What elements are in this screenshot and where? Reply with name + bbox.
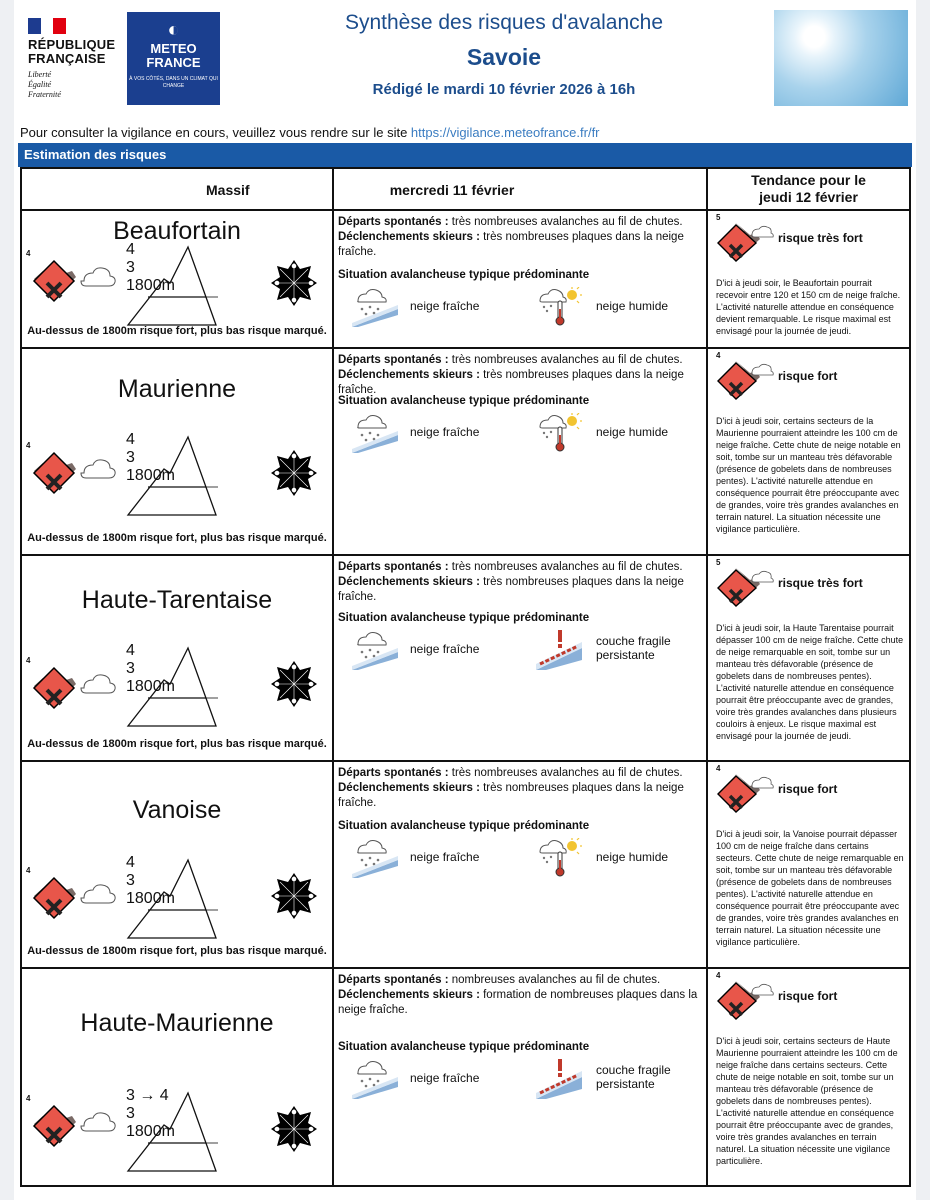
- sky-image: [774, 10, 908, 106]
- lower-risk-level: 3: [126, 660, 135, 677]
- trend-cell: [716, 556, 906, 760]
- column-header-trend: [708, 169, 909, 211]
- meteo-france-emblem-icon: ◐: [167, 19, 180, 41]
- vigilance-link[interactable]: https://vigilance.meteofrance.fr/fr: [410, 125, 600, 140]
- bulletin-page: [14, 0, 916, 1200]
- trend-risk-icon: [716, 355, 776, 401]
- problem-1-label: neige fraîche: [410, 299, 480, 313]
- risk-level-icon: [32, 658, 116, 724]
- spont-label: Départs spontanés :: [338, 216, 449, 228]
- elevation-label: 1800m: [126, 890, 175, 907]
- spont-text: très nombreuses avalanches au fil de chutes.: [451, 354, 683, 366]
- trend-level-number: 4: [716, 764, 721, 773]
- problem-1-label: neige fraîche: [410, 1071, 480, 1085]
- section-title: Estimation des risques: [18, 143, 912, 167]
- fresh-snow-icon: [352, 413, 398, 453]
- header: [14, 0, 916, 122]
- upper-risk-level: 4: [126, 854, 135, 871]
- rf-line-1: RÉPUBLIQUE: [28, 37, 116, 52]
- trend-risk-icon: [716, 975, 776, 1021]
- upper-risk-level: 4: [126, 431, 135, 448]
- massif-row: [22, 556, 909, 760]
- skier-text: très nombreuses plaques dans la neige fraîche.: [338, 576, 684, 603]
- trend-text: D'ici à jeudi soir, le Beaufortain pourrait recevoir entre 120 et 150 cm de neige fraîche. L'activité naturelle attendue en conséquence devient remarquable. Le risque maximal est envisagé pour la journée de jeudi.: [716, 278, 901, 336]
- compass-rose-icon: [270, 660, 318, 708]
- problem-1-label: neige fraîche: [410, 425, 480, 439]
- compass-rose-icon: [270, 1105, 318, 1153]
- lower-risk-level: 3: [126, 259, 135, 276]
- lower-risk-level: 3: [126, 1105, 135, 1122]
- trend-cell: [716, 349, 906, 554]
- situation-label: Situation avalancheuse typique prédominante: [338, 612, 590, 624]
- trend-risk-icon: [716, 768, 776, 814]
- day-risk-text: [338, 353, 713, 398]
- compass-rose-icon: [270, 259, 318, 307]
- column-header-day: mercredi 11 février: [389, 182, 515, 198]
- altitude-summary: Au-dessus de 1800m risque fort, plus bas risque marqué.: [27, 945, 327, 957]
- problem-2-label: neige humide: [596, 425, 669, 439]
- fresh-snow-icon: [352, 1059, 398, 1099]
- massif-name: Haute-Maurienne: [80, 1009, 274, 1037]
- problem-2-label: couche fragile persistante: [596, 1063, 671, 1091]
- trend-cell: [716, 969, 906, 1187]
- mountain-labels: [126, 642, 256, 728]
- trend-text: D'ici à jeudi soir, certains secteurs de Haute Maurienne pourraient atteindre les 100 cm de neige fraîche dans certains secteurs. Cette chute de neige notable en soit, tombe sur un manteau très défavorable (présence de gobelets dans de nombreuses pentes). L'activité naturelle attendue en conséquence pourrait être préoccupante avec de grandes, voire très grandes avalanches en terrain naturel. La situation nécessite une vigilance particulière.: [716, 1036, 898, 1166]
- trend-header-line-2: jeudi 12 février: [759, 189, 858, 205]
- elevation-label: 1800m: [126, 1123, 175, 1140]
- lower-risk-level: 3: [126, 872, 135, 889]
- persistent-weak-layer-icon: [536, 1059, 582, 1099]
- page-title: Synthèse des risques d'avalanche: [344, 11, 664, 34]
- fresh-snow-icon: [352, 838, 398, 878]
- fresh-snow-icon: [352, 630, 398, 670]
- altitude-summary: Au-dessus de 1800m risque fort, plus bas risque marqué.: [27, 325, 327, 337]
- risk-level-number: 4: [26, 656, 31, 665]
- massif-name: Maurienne: [117, 375, 237, 403]
- mf-tagline: À VOS CÔTÉS, DANS UN CLIMAT QUI CHANGE: [129, 76, 218, 89]
- trend-text: D'ici à jeudi soir, certains secteurs de la Maurienne pourraient atteindre les 100 cm de neige fraîche. Cette chute de neige notable en soit, tombe sur un manteau très défavorable (présence de gobelets dans de nombreuses pentes). L'activité naturelle attendue en conséquence pourrait être préoccupante avec de grandes, voire très grandes avalanches en terrain naturel. La situation nécessite une vigilance particulière.: [716, 416, 901, 534]
- trend-header-line-1: Tendance pour le: [751, 172, 866, 188]
- situation-label: Situation avalancheuse typique prédominante: [338, 395, 590, 407]
- mountain-labels: [126, 241, 256, 327]
- compass-rose-icon: [270, 449, 318, 497]
- massif-row: [22, 349, 909, 554]
- upper-risk-level: 4: [126, 642, 135, 659]
- rf-motto-3: Fraternité: [28, 90, 61, 99]
- persistent-weak-layer-icon: [536, 630, 582, 670]
- skier-text: formation de nombreuses plaques dans la neige fraîche.: [338, 989, 698, 1016]
- massif-row: [22, 969, 909, 1187]
- trend-level-number: 5: [716, 558, 721, 567]
- day-risk-text: [338, 560, 713, 605]
- day-risk-text: [338, 215, 713, 260]
- region-title: Savoie: [466, 44, 542, 70]
- spont-text: très nombreuses avalanches au fil de chutes.: [451, 216, 683, 228]
- situation-label: Situation avalancheuse typique prédominante: [338, 820, 590, 832]
- risk-level-icon: [32, 1096, 116, 1162]
- skier-label: Déclenchements skieurs :: [338, 576, 480, 588]
- upper-risk-level: 4: [126, 241, 135, 258]
- altitude-summary: Au-dessus de 1800m risque fort, plus bas risque marqué.: [27, 738, 327, 750]
- mf-name-1: METEO: [150, 41, 197, 56]
- title-block: [244, 8, 764, 104]
- trend-risk-icon: [716, 562, 776, 608]
- risk-level-number: 4: [26, 866, 31, 875]
- risk-table: [20, 167, 911, 1187]
- altitude-summary: Au-dessus de 1800m risque fort, plus bas risque marqué.: [27, 532, 327, 544]
- day-risk-text: [338, 766, 713, 811]
- mountain-labels: [126, 854, 256, 940]
- wet-snow-icon: [536, 287, 582, 327]
- trend-level-number: 4: [716, 351, 721, 360]
- day-risk-text: [338, 973, 713, 1018]
- risk-level-icon: [32, 251, 116, 317]
- skier-text: très nombreuses plaques dans la neige fraîche.: [338, 369, 684, 396]
- trend-level-number: 5: [716, 213, 721, 222]
- massif-row: [22, 211, 909, 347]
- elevation-label: 1800m: [126, 277, 175, 294]
- trend-title: risque fort: [778, 369, 838, 383]
- skier-label: Déclenchements skieurs :: [338, 369, 480, 381]
- skier-label: Déclenchements skieurs :: [338, 989, 480, 1001]
- spont-label: Départs spontanés :: [338, 561, 449, 573]
- wet-snow-icon: [536, 413, 582, 453]
- lower-risk-level: 3: [126, 449, 135, 466]
- spont-text: très nombreuses avalanches au fil de chutes.: [451, 561, 683, 573]
- problem-2-label: neige humide: [596, 299, 669, 313]
- massif-name: Beaufortain: [113, 217, 241, 245]
- problem-2-label: neige humide: [596, 850, 669, 864]
- spont-label: Départs spontanés :: [338, 974, 449, 986]
- trend-title: risque fort: [778, 782, 838, 796]
- risk-level-icon: [32, 443, 116, 509]
- massif-name: Vanoise: [132, 796, 222, 824]
- upper-risk-level: 3 → 4: [126, 1087, 169, 1104]
- risk-level-icon: [32, 868, 116, 934]
- trend-text: D'ici à jeudi soir, la Haute Tarentaise pourrait dépasser 100 cm de neige fraîche. Cette chute de neige remarquable en soit, tombe sur un manteau très défavorable (présence de gobelets dans de nombreuses pentes). L'activité naturelle attendue en conséquence pourrait être préoccupante avec de grandes, voire très grandes avalanches dans plusieurs couloirs à enjeux. Le risque maximal est envisagé pour la journée de jeudi.: [716, 623, 904, 741]
- elevation-label: 1800m: [126, 467, 175, 484]
- spont-label: Départs spontanés :: [338, 767, 449, 779]
- rf-line-2: FRANÇAISE: [28, 51, 106, 66]
- column-header-massif: Massif: [206, 182, 250, 198]
- skier-text: très nombreuses plaques dans la neige fraîche.: [338, 231, 684, 258]
- date-line: Rédigé le mardi 10 février 2026 à 16h: [372, 81, 636, 98]
- situation-label: Situation avalancheuse typique prédominante: [338, 1041, 590, 1053]
- trend-risk-icon: [716, 217, 776, 263]
- trend-cell: [716, 762, 906, 967]
- massif-name: Haute-Tarentaise: [81, 586, 273, 614]
- consult-line: [20, 124, 600, 142]
- problem-2-label: couche fragile persistante: [596, 634, 671, 662]
- skier-label: Déclenchements skieurs :: [338, 782, 480, 794]
- trend-title: risque très fort: [778, 231, 863, 245]
- massif-row: [22, 762, 909, 967]
- mountain-labels: [126, 1087, 256, 1173]
- fresh-snow-icon: [352, 287, 398, 327]
- consult-text: Pour consulter la vigilance en cours, veuillez vous rendre sur le site: [20, 125, 411, 140]
- mountain-labels: [126, 431, 256, 517]
- rf-motto-2: Égalité: [28, 80, 52, 89]
- trend-text: D'ici à jeudi soir, la Vanoise pourrait dépasser 100 cm de neige fraîche dans certains secteurs. Cette chute de neige remarquable en soit, tombe sur un manteau très défavorable (présence de gobelets dans de nombreuses pentes). L'activité naturelle attendue en conséquence pourrait être préoccupante avec de grandes, voire très grandes avalanches en terrain naturel. La situation nécessite une vigilance particulière.: [716, 829, 904, 947]
- skier-label: Déclenchements skieurs :: [338, 231, 480, 243]
- french-flag-icon: [28, 18, 66, 34]
- spont-label: Départs spontanés :: [338, 354, 449, 366]
- republique-francaise-logo: [28, 18, 118, 100]
- situation-label: Situation avalancheuse typique prédominante: [338, 269, 590, 281]
- wet-snow-icon: [536, 838, 582, 878]
- compass-rose-icon: [270, 872, 318, 920]
- trend-level-number: 4: [716, 971, 721, 980]
- trend-cell: [716, 211, 906, 347]
- risk-level-number: 4: [26, 249, 31, 258]
- problem-1-label: neige fraîche: [410, 642, 480, 656]
- trend-title: risque fort: [778, 989, 838, 1003]
- risk-level-number: 4: [26, 1094, 31, 1103]
- meteo-france-logo: [127, 12, 220, 105]
- skier-text: très nombreuses plaques dans la neige fraîche.: [338, 782, 684, 809]
- mf-name-2: FRANCE: [146, 55, 201, 70]
- elevation-label: 1800m: [126, 678, 175, 695]
- rf-motto-1: Liberté: [28, 70, 52, 79]
- trend-title: risque très fort: [778, 576, 863, 590]
- risk-level-number: 4: [26, 441, 31, 450]
- problem-1-label: neige fraîche: [410, 850, 480, 864]
- spont-text: très nombreuses avalanches au fil de chutes.: [451, 767, 683, 779]
- spont-text: nombreuses avalanches au fil de chutes.: [451, 974, 661, 986]
